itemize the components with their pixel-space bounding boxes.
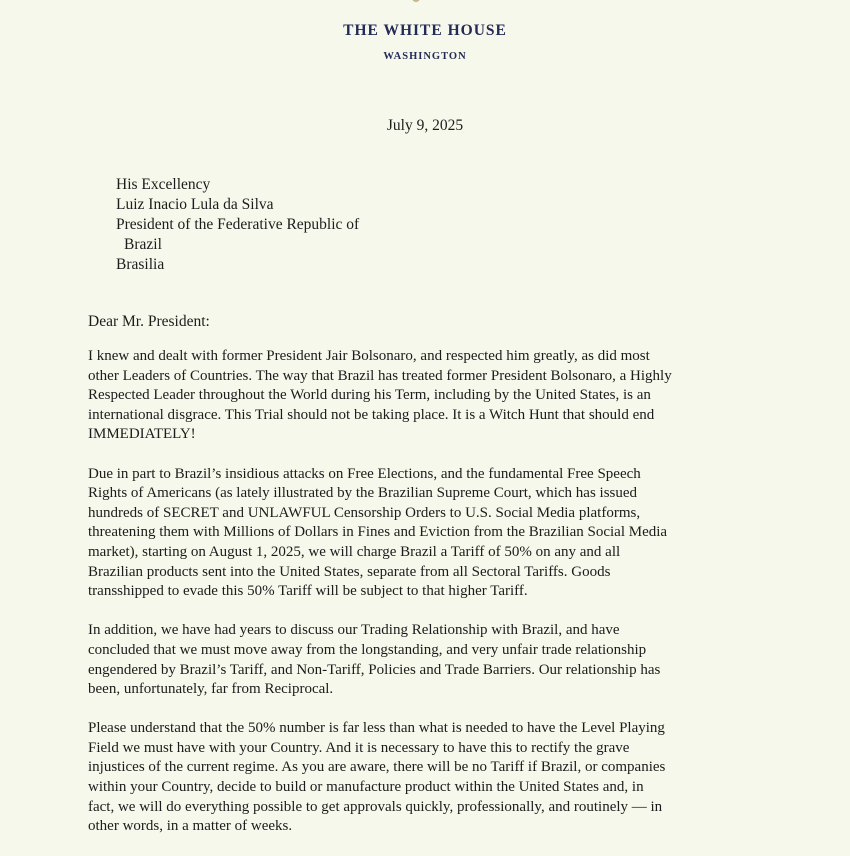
text-line: In addition, we have had years to discuss our Trading Relationship with Brazil, and have bbox=[88, 622, 620, 639]
text-line: threatening them with Millions of Dollars in Fines and Eviction from the Brazilian Social Media bbox=[88, 524, 668, 541]
letter-date: July 9, 2025 bbox=[386, 117, 464, 134]
text-line: Brazilian products sent into the United States, separate from all Sectoral Tariffs. Goods bbox=[88, 563, 611, 580]
text-line: Rights of Americans (as lately illustrated by the Brazilian Supreme Court, which has issued bbox=[88, 485, 638, 502]
text-line: Due in part to Brazil’s insidious attacks on Free Elections, and the fundamental Free Speech bbox=[88, 465, 641, 482]
text-line: concluded that we must move away from the longstanding, and very unfair trade relationship bbox=[88, 641, 647, 658]
text-line: been, unfortunately, far from Reciprocal. bbox=[88, 681, 334, 698]
text-line: other words, in a matter of weeks. bbox=[88, 818, 293, 835]
text-line: IMMEDIATELY! bbox=[88, 426, 196, 443]
recipient-line: His Excellency bbox=[116, 176, 211, 193]
recipient-address bbox=[116, 175, 359, 275]
text-line: other Leaders of Countries. The way that Brazil has treated former President Bolsonaro, a Highly bbox=[88, 367, 672, 384]
text-line: engendered by Brazil’s Tariff, and Non-Tariff, Policies and Trade Barriers. Our relationship has bbox=[88, 661, 661, 678]
recipient-line: President of the Federative Republic of bbox=[116, 216, 360, 233]
text-line: fact, we will do everything possible to get approvals quickly, professionally, and routinely — in bbox=[88, 798, 663, 815]
text-line: I knew and dealt with former President Jair Bolsonaro, and respected him greatly, as did most bbox=[88, 348, 650, 364]
text-line: transshipped to evade this 50% Tariff will be subject to that higher Tariff. bbox=[88, 583, 528, 600]
letterhead-title: THE WHITE HOUSE bbox=[343, 22, 507, 39]
text-line: Field we must have with your Country. And it is necessary to have this to rectify the grave bbox=[88, 739, 630, 756]
seal-mark bbox=[412, 0, 420, 2]
recipient-line: Brazil bbox=[124, 236, 162, 253]
letter-body bbox=[88, 347, 768, 856]
paragraph bbox=[88, 719, 768, 837]
salutation: Dear Mr. President: bbox=[88, 313, 210, 330]
text-line: injustices of the current regime. As you are aware, there will be no Tariff if Brazil, or companies bbox=[88, 759, 666, 776]
text-line: international disgrace. This Trial should not be taking place. It is a Witch Hunt that should end bbox=[88, 406, 655, 423]
recipient-line: Luiz Inacio Lula da Silva bbox=[116, 196, 274, 213]
paragraph bbox=[88, 465, 768, 602]
text-line: within your Country, decide to build or manufacture product within the United States and, in bbox=[88, 779, 644, 796]
text-line: Please understand that the 50% number is far less than what is needed to have the Level Playing bbox=[88, 720, 665, 737]
paragraph bbox=[88, 347, 768, 445]
letterhead-city: WASHINGTON bbox=[383, 51, 467, 62]
text-line: market), starting on August 1, 2025, we will charge Brazil a Tariff of 50% on any and all bbox=[88, 543, 621, 560]
recipient-line: Brasilia bbox=[116, 256, 165, 273]
text-line: Respected Leader throughout the World during his Term, including by the United States, is an bbox=[88, 387, 651, 404]
text-line: hundreds of SECRET and UNLAWFUL Censorship Orders to U.S. Social Media platforms, bbox=[88, 504, 641, 521]
paragraph bbox=[88, 621, 768, 699]
